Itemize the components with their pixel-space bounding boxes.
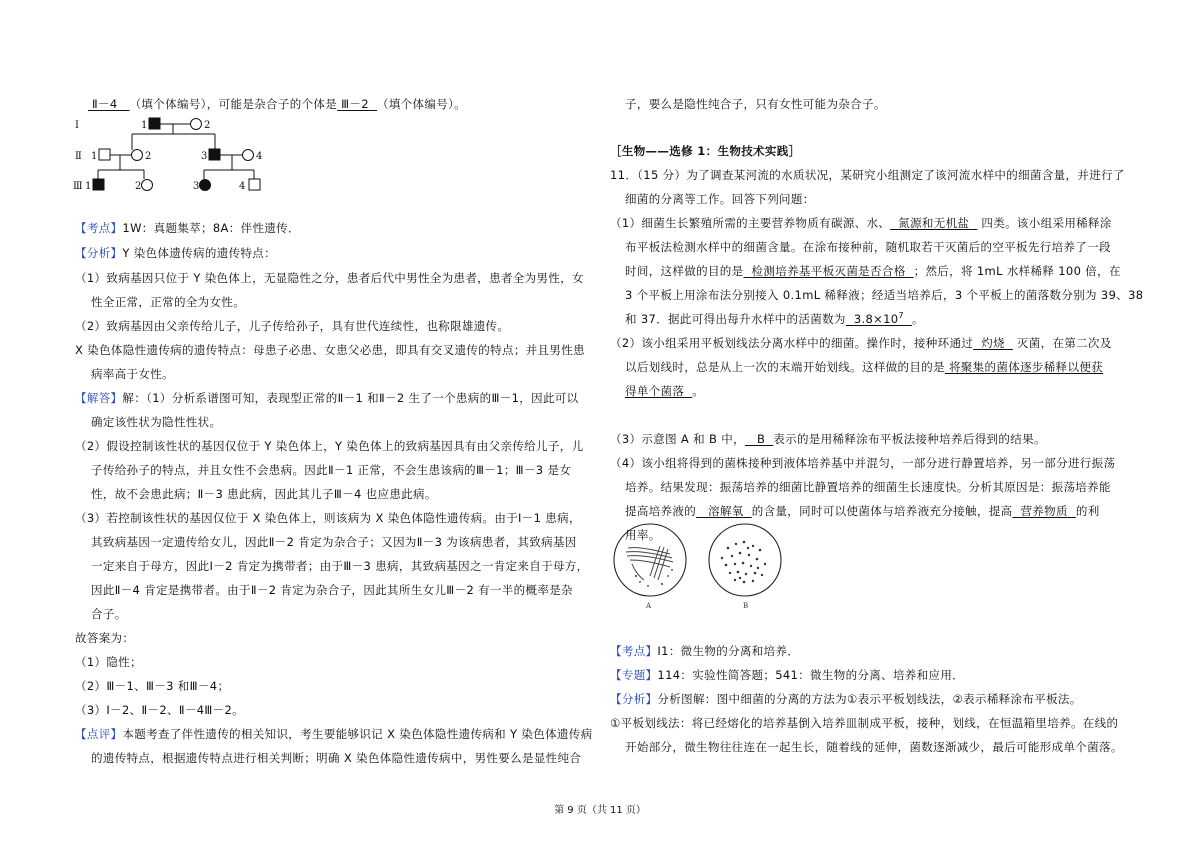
gen-label-1: Ⅰ bbox=[75, 120, 79, 131]
blank-answer: 将聚集的菌体逐步稀释以便获 bbox=[948, 360, 1104, 374]
text-line: （2）假设控制该性状的基因仅位于 Y 染色体上，Y 染色体上的致病基因具有由父亲传给儿子，儿 bbox=[75, 439, 584, 453]
text-line: 得单个菌落 。 bbox=[625, 384, 705, 398]
fenxi-line: 【分析】分析图解：图中细菌的分离的方法为①表示平板划线法，②表示稀释涂布平板法。 bbox=[610, 692, 1082, 706]
text-line: 子传给孙子的特点，并且女性不会患病。因此Ⅱ－1 正常，不会生患该病的Ⅲ－1；Ⅲ－3 是女 bbox=[91, 463, 572, 477]
text-line: 一定来自于母方，因此Ⅰ－2 肯定为携带者；由于Ⅲ－3 患病，其致病基因之一肯定来自于母方， bbox=[91, 559, 589, 573]
pedigree-iii3-affected-female bbox=[200, 180, 211, 191]
text-line: （2）该小组采用平板划线法分离水样中的细菌。操作时，接种环通过 灼烧 灭菌，在第二次及 bbox=[610, 336, 1112, 350]
text-line: 因此Ⅱ－4 肯定是携带者。由于Ⅱ－2 肯定为杂合子，因此其所生女儿Ⅲ－2 有一半的概率是杂 bbox=[91, 583, 573, 597]
label-iii4: 4 bbox=[239, 181, 246, 192]
text-line: 病率高于女性。 bbox=[91, 367, 174, 381]
blank-answer: 得单个菌落 bbox=[625, 384, 685, 398]
label-ii1: 1 bbox=[91, 151, 98, 162]
blank-answer: 溶解氧 bbox=[708, 504, 744, 518]
gen-label-3: Ⅲ bbox=[73, 181, 83, 192]
text-line: 性全正常，正常的全为女性。 bbox=[91, 295, 246, 309]
blank-answer: B bbox=[756, 432, 766, 446]
pedigree-ii3-affected-male bbox=[209, 149, 220, 160]
answer-title: 故答案为： bbox=[75, 631, 135, 645]
blank-answer: 灼烧 bbox=[981, 336, 1005, 350]
fenxi-line: 【分析】Y 染色体遗传病的遗传特点： bbox=[75, 246, 276, 260]
label-iii2: 2 bbox=[135, 181, 142, 192]
text-line: 培养。结果发现：振荡培养的细菌比静置培养的细菌生长速度快。分析其原因是：振荡培养能 bbox=[625, 480, 1111, 494]
blank-answer: 氮源和无机盐 bbox=[898, 216, 970, 230]
section-heading: ［生物——选修 1：生物技术实践］ bbox=[610, 144, 801, 158]
pedigree-ii4-female bbox=[243, 150, 254, 161]
jieda-line: 【解答】解：（1）分析系谱图可知，表现型正常的Ⅱ－1 和Ⅱ－2 生了一个患病的Ⅲ－1，因此可以 bbox=[75, 391, 579, 405]
text-line: 布平板法检测水样中的细菌含量。在涂布接种前，随机取若干灭菌后的空平板先行培养了一段 bbox=[625, 240, 1111, 254]
text-line: 用率。 bbox=[625, 528, 661, 542]
petri-dish-figure bbox=[610, 520, 800, 615]
pedigree-i2-female bbox=[191, 119, 202, 130]
text-line: 提高培养液的 溶解氧 的含量，同时可以使菌体与培养液充分接触，提高 营养物质 的利 bbox=[625, 504, 1100, 518]
label-ii4: 4 bbox=[256, 151, 263, 162]
answer-1: （1）隐性； bbox=[75, 655, 142, 669]
pedigree-iii4-male bbox=[249, 179, 260, 190]
text-line: 和 37．据此可得出每升水样中的活菌数为 $3.8\times 10^7$ 。 bbox=[625, 311, 924, 326]
zhuanti-line: 【专题】114：实验性简答题；541：微生物的分离、培养和应用． bbox=[610, 668, 965, 682]
petri-dish-a bbox=[614, 524, 686, 596]
text-line: （3）若控制该性状的基因仅位于 X 染色体上，则该病为 X 染色体隐性遗传病。由于Ⅰ－1 患病， bbox=[75, 511, 581, 525]
gen-label-2: Ⅱ bbox=[75, 151, 82, 162]
text-line: 细菌的分离等工作。回答下列问题： bbox=[625, 192, 815, 206]
label-iii3: 3 bbox=[193, 181, 200, 192]
text-line: X 染色体隐性遗传病的遗传特点：母患子必患、女患父必患，即具有交叉遗传的特点；并且男性患 bbox=[75, 343, 585, 357]
pedigree-iii2-female bbox=[142, 180, 153, 191]
blank-answer: 营养物质 bbox=[1020, 504, 1068, 518]
text-line: 子，要么是隐性纯合子，只有女性可能为杂合子。 bbox=[625, 97, 886, 111]
label-iii1: 1 bbox=[85, 181, 92, 192]
pedigree-ii2-female bbox=[132, 150, 143, 161]
answer-2: （2）Ⅲ－1、Ⅲ－3 和Ⅲ－4； bbox=[75, 679, 230, 693]
pedigree-chart bbox=[70, 112, 270, 196]
pedigree-iii1-affected-male bbox=[93, 179, 104, 190]
text-line: 的遗传特点，根据遗传特点进行相关判断；明确 X 染色体隐性遗传病中，男性要么是显性纯合 bbox=[91, 751, 582, 765]
text-line: （2）致病基因由父亲传给儿子，儿子传给孙子，具有世代连续性，也称限雄遗传。 bbox=[75, 319, 510, 333]
label-i2: 2 bbox=[204, 120, 211, 131]
answer-line-top: Ⅱ－4 （填个体编号），可能是杂合子的个体是 Ⅲ－2 （填个体编号）。 bbox=[88, 96, 466, 112]
text-line: 确定该性状为隐性性状。 bbox=[91, 415, 222, 429]
blank-answer-1: Ⅱ－4 bbox=[92, 97, 118, 111]
label-ii2: 2 bbox=[145, 151, 152, 162]
text-line: ①平板划线法：将已经熔化的培养基倒入培养皿制成平板，接种，划线，在恒温箱里培养。在线的 bbox=[610, 716, 1119, 730]
blank-answer: 检测培养基平板灭菌是否合格 bbox=[751, 264, 906, 278]
kaodian-line: 【考点】1W：真题集萃；8A：伴性遗传． bbox=[75, 221, 300, 235]
text-line: 3 个平板上用涂布法分别接入 0.1mL 稀释液；经适当培养后，3 个平板上的菌落数分别为 39、38 bbox=[625, 288, 1144, 302]
pedigree-i1-affected-male bbox=[149, 118, 160, 129]
text-line: 时间，这样做的目的是 检测培养基平板灭菌是否合格 ；然后，将 1mL 水样稀释 100 倍，在 bbox=[625, 264, 1121, 278]
text-line: 合子。 bbox=[91, 607, 127, 621]
text-line: 其致病基因一定遗传给女儿，因此Ⅱ－2 肯定为杂合子；又因为Ⅱ－3 为该病患者，其致病基因 bbox=[91, 535, 577, 549]
text-line: （3）示意图 A 和 B 中， B 表示的是用稀释涂布平板法接种培养后得到的结果。 bbox=[610, 432, 1046, 446]
label-ii3: 3 bbox=[201, 151, 208, 162]
text-line: 开始部分，微生物往往连在一起生长，随着线的延伸，菌数逐渐减少，最后可能形成单个菌落。 bbox=[625, 740, 1123, 754]
text-line: 性，故不会患此病；Ⅱ－3 患此病，因此其儿子Ⅲ－4 也应患此病。 bbox=[91, 487, 437, 501]
text-line: （1）致病基因只位于 Y 染色体上，无显隐性之分，患者后代中男性全为患者，患者全为男性，女 bbox=[75, 271, 584, 285]
blank-answer-2: Ⅲ－2 bbox=[341, 97, 369, 111]
figure-label-a: A bbox=[646, 602, 652, 610]
text-line: （1）细菌生长繁殖所需的主要营养物质有碳源、水、 氮源和无机盐 四类。该小组采用稀释涂 bbox=[610, 216, 1112, 230]
answer-3: （3）Ⅰ－2、Ⅱ－2、Ⅱ－4Ⅲ－2。 bbox=[75, 703, 245, 717]
petri-dish-b bbox=[709, 524, 781, 596]
page-footer: 第 9 页（共 11 页） bbox=[554, 805, 646, 816]
pedigree-ii1-male bbox=[99, 149, 110, 160]
figure-label-b: B bbox=[743, 602, 749, 610]
question-11-line: 11．（15 分）为了调查某河流的水质状况，某研究小组测定了该河流水样中的细菌含量，并进行了 bbox=[610, 168, 1125, 182]
blank-answer: $3.8\times 10^7$ bbox=[853, 311, 904, 326]
text-line: （4）该小组将得到的菌株接种到液体培养基中并混匀，一部分进行静置培养，另一部分进行振荡 bbox=[610, 456, 1116, 470]
dianping-line: 【点评】本题考查了伴性遗传的相关知识，考生要能够识记 X 染色体隐性遗传病和 Y 染色体遗传病 bbox=[75, 727, 593, 741]
kaodian-line: 【考点】I1：微生物的分离和培养． bbox=[610, 644, 800, 658]
label-i1: 1 bbox=[141, 120, 148, 131]
text-line: 以后划线时，总是从上一次的末端开始划线。这样做的目的是 将聚集的菌体逐步稀释以便获 bbox=[625, 360, 1104, 374]
